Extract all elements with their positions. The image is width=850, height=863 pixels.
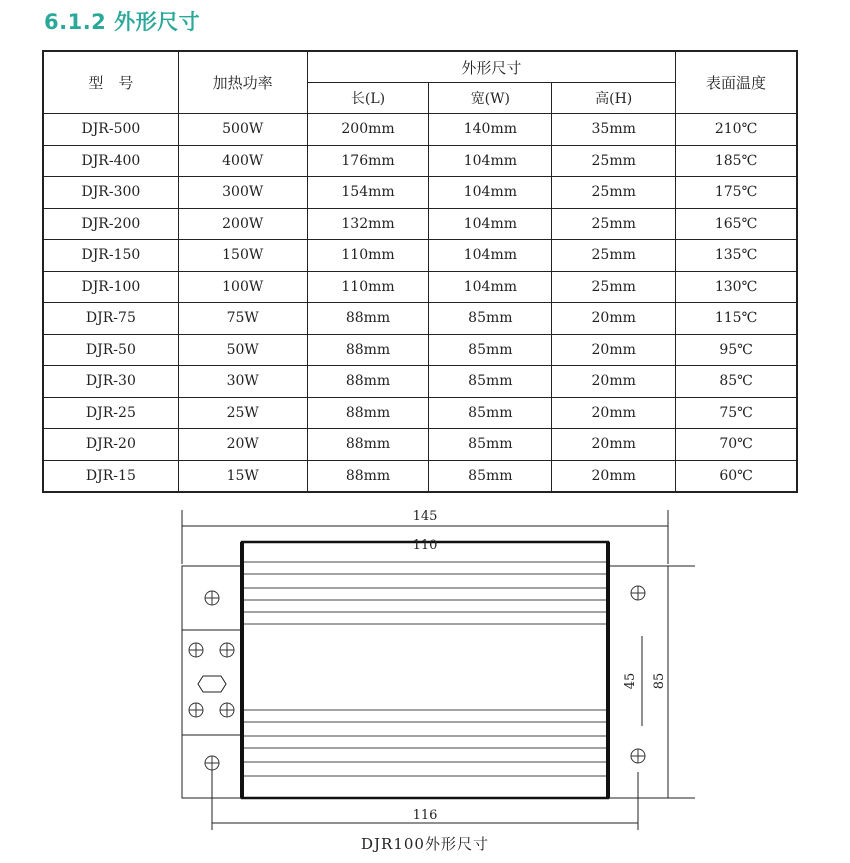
cell-model: DJR-25 <box>43 397 178 429</box>
table-row <box>43 460 797 492</box>
header-dimensions: 外形尺寸 <box>307 51 676 83</box>
table-row <box>43 366 797 398</box>
table-row <box>43 240 797 272</box>
cell-temp: 210℃ <box>676 114 797 146</box>
cell-model: DJR-15 <box>43 460 178 492</box>
table-row <box>43 303 797 335</box>
cell-power: 50W <box>178 334 307 366</box>
cell-model: DJR-150 <box>43 240 178 272</box>
cell-power: 200W <box>178 208 307 240</box>
cell-temp: 135℃ <box>676 240 797 272</box>
cell-height: 25mm <box>552 208 676 240</box>
table-row <box>43 177 797 209</box>
header-surface-temp: 表面温度 <box>676 51 797 114</box>
table-row <box>43 397 797 429</box>
cell-length: 176mm <box>307 145 429 177</box>
header-power: 加热功率 <box>178 51 307 114</box>
cell-length: 154mm <box>307 177 429 209</box>
cell-width: 104mm <box>429 271 552 303</box>
cell-height: 20mm <box>552 334 676 366</box>
cell-height: 35mm <box>552 114 676 146</box>
cell-model: DJR-300 <box>43 177 178 209</box>
cell-length: 88mm <box>307 460 429 492</box>
table-row <box>43 429 797 461</box>
cell-width: 85mm <box>429 460 552 492</box>
cell-power: 400W <box>178 145 307 177</box>
cell-model: DJR-100 <box>43 271 178 303</box>
cell-model: DJR-400 <box>43 145 178 177</box>
cell-temp: 60℃ <box>676 460 797 492</box>
cell-length: 132mm <box>307 208 429 240</box>
cell-width: 85mm <box>429 397 552 429</box>
cell-length: 88mm <box>307 397 429 429</box>
heater-body <box>242 542 608 798</box>
cell-temp: 95℃ <box>676 334 797 366</box>
cell-length: 88mm <box>307 334 429 366</box>
cell-model: DJR-75 <box>43 303 178 335</box>
cell-width: 104mm <box>429 177 552 209</box>
cell-height: 25mm <box>552 177 676 209</box>
table-header <box>43 51 797 114</box>
cell-power: 100W <box>178 271 307 303</box>
cell-temp: 115℃ <box>676 303 797 335</box>
cell-width: 85mm <box>429 303 552 335</box>
cell-height: 25mm <box>552 240 676 272</box>
cell-temp: 185℃ <box>676 145 797 177</box>
cell-height: 25mm <box>552 145 676 177</box>
cell-height: 20mm <box>552 397 676 429</box>
cell-power: 150W <box>178 240 307 272</box>
cell-model: DJR-20 <box>43 429 178 461</box>
cell-model: DJR-30 <box>43 366 178 398</box>
cell-power: 300W <box>178 177 307 209</box>
table-row <box>43 334 797 366</box>
cell-height: 20mm <box>552 429 676 461</box>
cell-temp: 165℃ <box>676 208 797 240</box>
hex-nut-icon <box>198 676 226 692</box>
header-width: 宽(W) <box>429 83 552 114</box>
dim-overall-width: 145 <box>412 509 438 524</box>
table-row <box>43 208 797 240</box>
table-row <box>43 145 797 177</box>
cell-model: DJR-50 <box>43 334 178 366</box>
cell-height: 20mm <box>552 460 676 492</box>
cell-temp: 175℃ <box>676 177 797 209</box>
cell-length: 110mm <box>307 271 429 303</box>
cell-height: 25mm <box>552 271 676 303</box>
cell-temp: 70℃ <box>676 429 797 461</box>
cell-length: 110mm <box>307 240 429 272</box>
table-row <box>43 114 797 146</box>
header-length: 长(L) <box>307 83 429 114</box>
cell-power: 20W <box>178 429 307 461</box>
cell-width: 85mm <box>429 366 552 398</box>
cell-length: 88mm <box>307 303 429 335</box>
cell-height: 20mm <box>552 366 676 398</box>
dim-overall-height: 85 <box>652 672 667 690</box>
cell-model: DJR-200 <box>43 208 178 240</box>
cell-power: 30W <box>178 366 307 398</box>
cell-temp: 75℃ <box>676 397 797 429</box>
dim-body-width: 110 <box>412 538 438 553</box>
cell-height: 20mm <box>552 303 676 335</box>
dimension-drawing <box>0 500 850 830</box>
drawing-caption: DJR100外形尺寸 <box>361 835 489 853</box>
spec-table <box>42 50 798 493</box>
header-height: 高(H) <box>552 83 676 114</box>
cell-width: 104mm <box>429 145 552 177</box>
cell-width: 104mm <box>429 208 552 240</box>
table-row <box>43 271 797 303</box>
cell-length: 200mm <box>307 114 429 146</box>
section-title: 6.1.2 外形尺寸 <box>44 10 201 34</box>
cell-width: 85mm <box>429 429 552 461</box>
header-model: 型 号 <box>43 51 178 114</box>
cell-length: 88mm <box>307 429 429 461</box>
table-body <box>43 114 797 493</box>
dim-inner-height: 45 <box>623 672 638 690</box>
cell-width: 140mm <box>429 114 552 146</box>
cell-width: 85mm <box>429 334 552 366</box>
cell-width: 104mm <box>429 240 552 272</box>
cell-power: 500W <box>178 114 307 146</box>
cell-power: 75W <box>178 303 307 335</box>
dim-mount-spacing: 116 <box>412 808 438 823</box>
cell-model: DJR-500 <box>43 114 178 146</box>
cell-power: 15W <box>178 460 307 492</box>
cell-temp: 130℃ <box>676 271 797 303</box>
cell-length: 88mm <box>307 366 429 398</box>
cell-power: 25W <box>178 397 307 429</box>
cell-temp: 85℃ <box>676 366 797 398</box>
